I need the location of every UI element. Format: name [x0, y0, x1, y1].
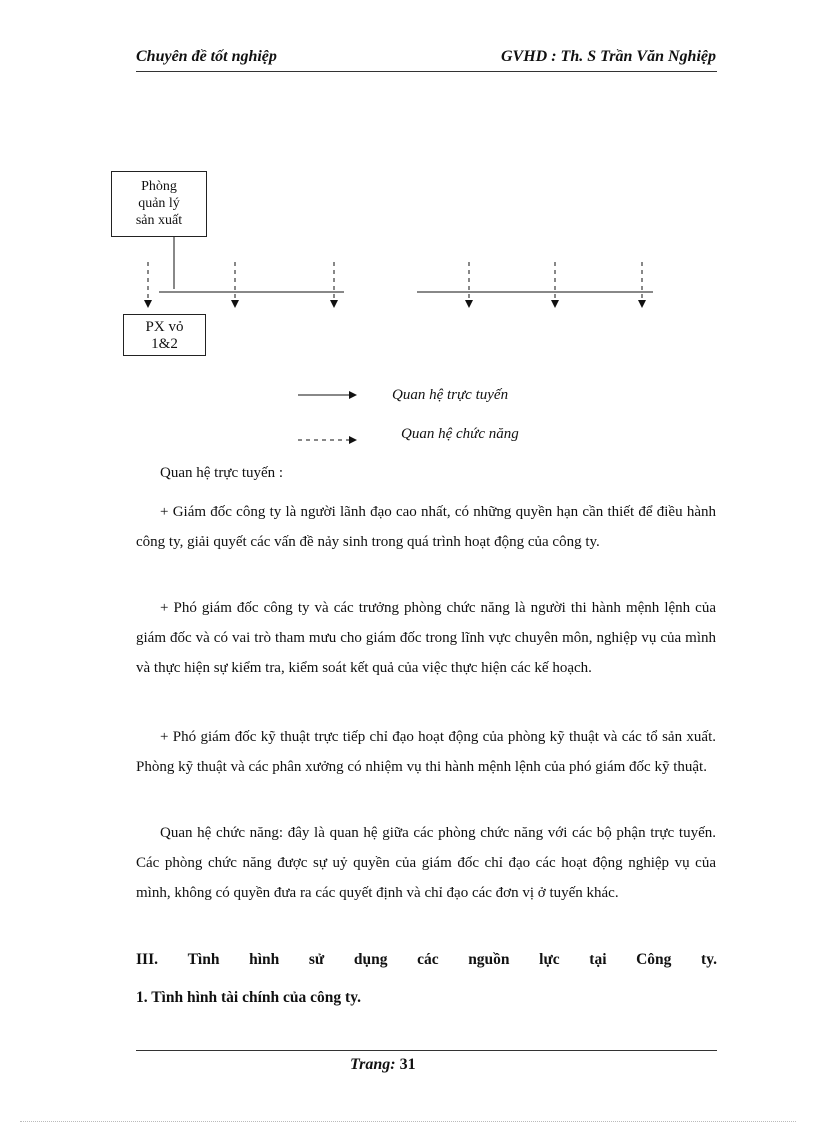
legend-solid-label: Quan hệ trực tuyến	[392, 387, 509, 403]
box-px-vo	[123, 314, 206, 356]
heading-word: nguồn	[468, 951, 510, 968]
paragraph: Quan hệ trực tuyến :	[160, 465, 284, 481]
heading-word: Công	[636, 951, 672, 968]
box-line: 1&2	[151, 336, 178, 352]
paragraph: + Phó giám đốc kỹ thuật trực tiếp chỉ đạo hoạt động của phòng kỹ thuật và các tổ sản xuất. Phòng kỹ thuật và các phân xưởng có nhiệm vụ thi hành mệnh lệnh của phó giám đốc kỹ thuật.	[136, 729, 716, 775]
heading-word: tại	[589, 951, 607, 968]
footer-divider	[136, 1050, 717, 1051]
heading-word: III.	[136, 951, 158, 968]
heading-word: các	[417, 951, 439, 968]
page-value: 31	[399, 1056, 416, 1073]
heading-word: hình	[249, 951, 280, 968]
heading-word: lực	[539, 951, 560, 968]
box-line: PX vỏ	[145, 319, 184, 335]
box-line: quản lý	[138, 196, 180, 211]
box-line: Phòng	[141, 179, 177, 194]
section-heading-iii	[136, 951, 717, 969]
box-phong-quan-ly-san-xuat	[111, 171, 207, 237]
legend-dashed-label: Quan hệ chức năng	[401, 426, 519, 442]
header-right-advisor: GVHD : Th. S Trần Văn Nghiệp	[501, 48, 716, 65]
paragraph: + Phó giám đốc công ty và các trưởng phòng chức năng là người thi hành mệnh lệnh của giám đốc và có vai trò tham mưu cho giám đốc trong lĩnh vực chuyên môn, nghiệp vụ của mình và thực hiện sự kiểm tra, kiểm soát kết quả của việc thực hiện các kế hoạch.	[136, 600, 716, 676]
paragraph: + Giám đốc công ty là người lãnh đạo cao nhất, có những quyền hạn cần thiết để điều hành công ty, giải quyết các vấn đề nảy sinh trong quá trình hoạt động của công ty.	[136, 504, 716, 550]
page-number	[350, 1056, 416, 1074]
header-left-title: Chuyên đề tốt nghiệp	[136, 48, 277, 65]
section-heading-1: 1. Tình hình tài chính của công ty.	[136, 989, 361, 1006]
paragraph: Quan hệ chức năng: đây là quan hệ giữa các phòng chức năng với các bộ phận trực tuyến. Các phòng chức năng được sự uỷ quyền của giám đốc chỉ đạo các hoạt động nghiệp vụ của mình, không có quyền đưa ra các quyết định và chỉ đạo các đơn vị ở tuyến khác.	[136, 825, 716, 901]
page-bottom-dotted-edge	[20, 1121, 796, 1122]
heading-word: dụng	[353, 951, 388, 968]
heading-word: sử	[308, 951, 325, 968]
box-line: sản xuất	[135, 213, 183, 228]
heading-word: ty.	[701, 951, 717, 968]
page-label: Trang:	[350, 1056, 396, 1073]
heading-word: Tình	[187, 951, 220, 968]
